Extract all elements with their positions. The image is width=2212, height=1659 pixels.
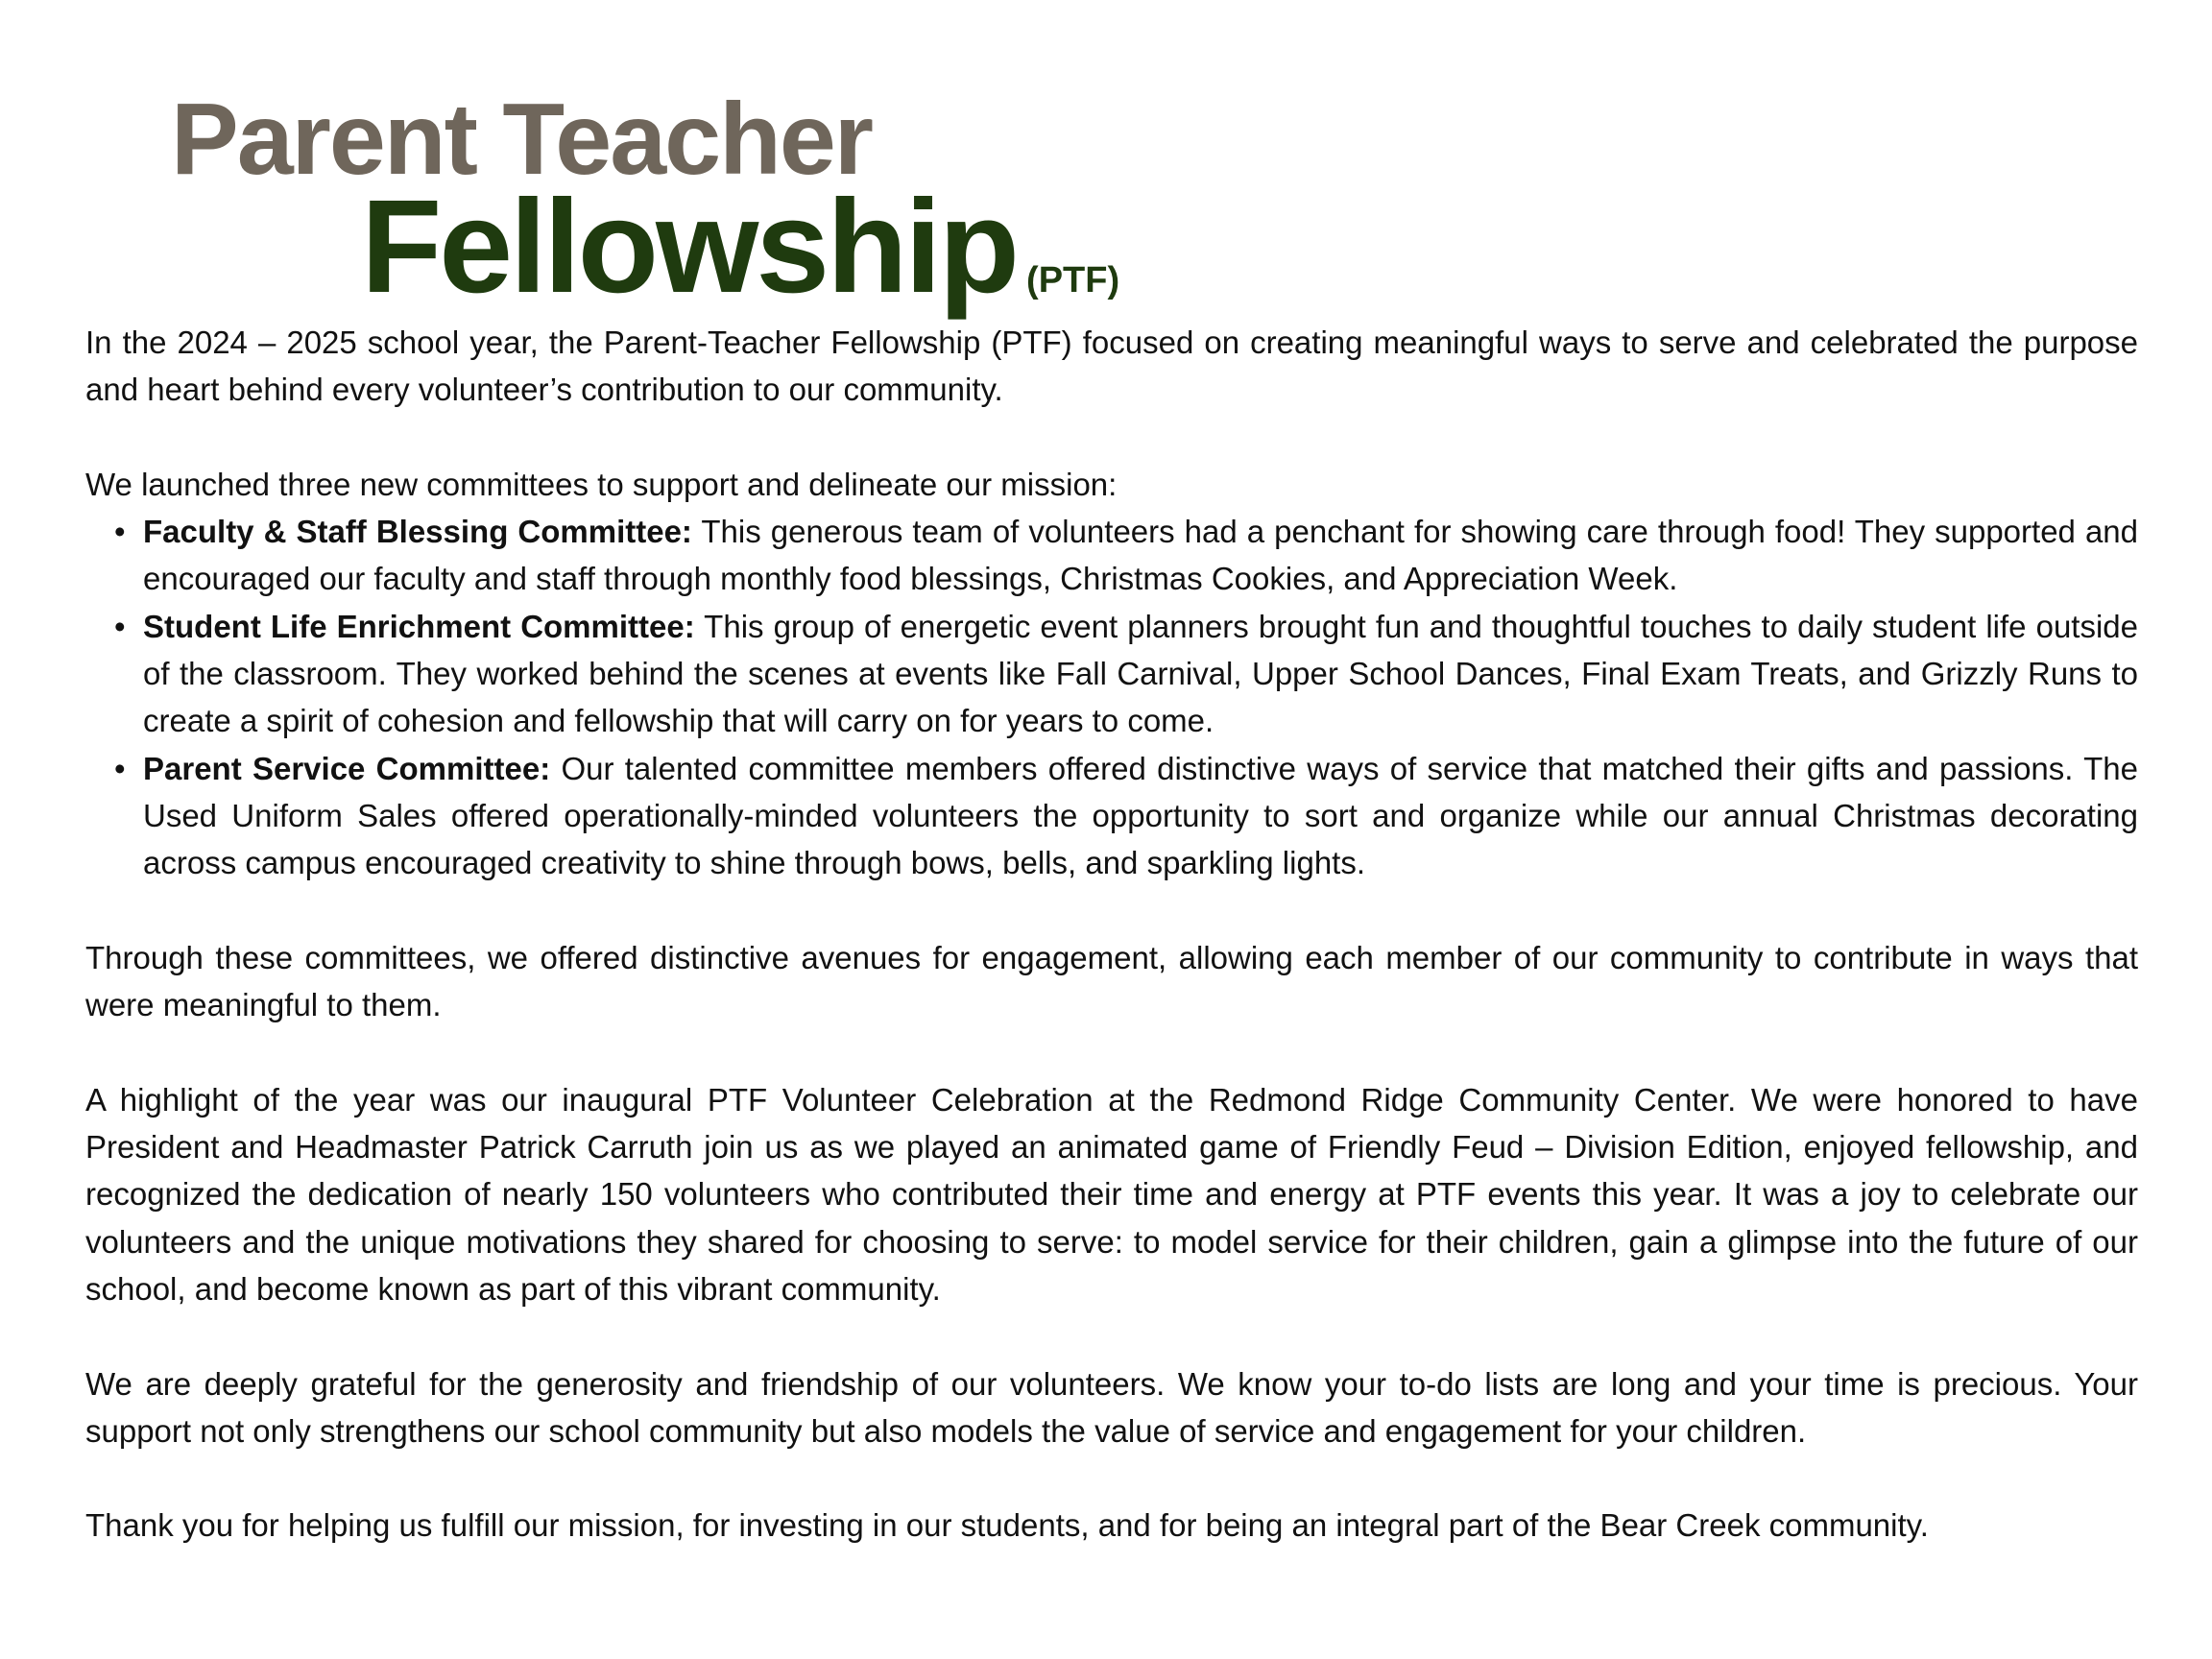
list-item bbox=[114, 508, 2139, 603]
list-item bbox=[114, 603, 2139, 745]
intro-paragraph: In the 2024 – 2025 school year, the Parent-Teacher Fellowship (PTF) focused on creating meaningful ways to serve and celebrated the purpose and heart behind every volunteer’s contribution to our community. bbox=[85, 325, 2138, 408]
masthead-logo bbox=[171, 83, 1227, 321]
committee-name: Student Life Enrichment Committee: bbox=[143, 608, 695, 644]
bullet-icon: • bbox=[114, 514, 126, 550]
list-item bbox=[114, 745, 2138, 887]
closing-paragraph: Thank you for helping us fulfill our mission, for investing in our students, and for being an integral part of the Bear Creek community. bbox=[85, 1507, 1929, 1544]
bullet-icon: • bbox=[114, 750, 126, 786]
title-abbreviation: (PTF) bbox=[1026, 260, 1120, 301]
title-line-parent-teacher: Parent Teacher bbox=[171, 83, 873, 196]
committee-name: Parent Service Committee: bbox=[143, 750, 551, 786]
committee-list bbox=[85, 508, 2138, 886]
committee-description: This generous team of volunteers had a penchant for showing care through food! They supported and encouraged our faculty and staff through monthly food blessings, Christmas Cookies, and Appreciation Week. bbox=[143, 514, 2139, 597]
celebration-paragraph: A highlight of the year was our inaugural PTF Volunteer Celebration at the Redmond Ridge Community Center. We were honored to have President and Headmaster Patrick Carruth join us as we played an animated game of Friendly Feud – Division Edition, enjoyed fellowship, and recognized the dedication of nearly 150 volunteers who contributed their time and energy at PTF events this year. It was a joy to celebrate our volunteers and the unique motivations they shared for choosing to serve: to model service for their children, gain a glimpse into the future of our school, and become known as part of this vibrant community. bbox=[85, 1081, 2138, 1307]
committee-name: Faculty & Staff Blessing Committee: bbox=[143, 514, 692, 550]
gratitude-paragraph: We are deeply grateful for the generosity and friendship of our volunteers. We know your to-do lists are long and your time is precious. Your support not only strengthens our school community but also models the value of service and engagement for your children. bbox=[85, 1365, 2138, 1449]
bullet-icon: • bbox=[114, 608, 126, 644]
title-line-fellowship: Fellowship bbox=[361, 173, 1018, 321]
title-line-fellowship-row bbox=[361, 173, 1120, 321]
committee-description: Our talented committee members offered distinctive ways of service that matched their gifts and passions. The Used Uniform Sales offered operationally-minded volunteers the opportunity to sort and organize while our annual Christmas decorating across campus encouraged creativity to shine through bows, bells, and sparkling lights. bbox=[143, 750, 2138, 881]
engagement-paragraph: Through these committees, we offered distinctive avenues for engagement, allowing each member of our community to contribute in ways that were meaningful to them. bbox=[85, 939, 2138, 1023]
committee-description: This group of energetic event planners brought fun and thoughtful touches to daily student life outside of the classroom. They worked behind the scenes at events like Fall Carnival, Upper School Dances, Final Exam Treats, and Grizzly Runs to create a spirit of cohesion and fellowship that will carry on for years to come. bbox=[143, 608, 2139, 739]
committees-intro: We launched three new committees to support and delineate our mission: bbox=[85, 466, 1118, 502]
article-body bbox=[85, 319, 2138, 1597]
